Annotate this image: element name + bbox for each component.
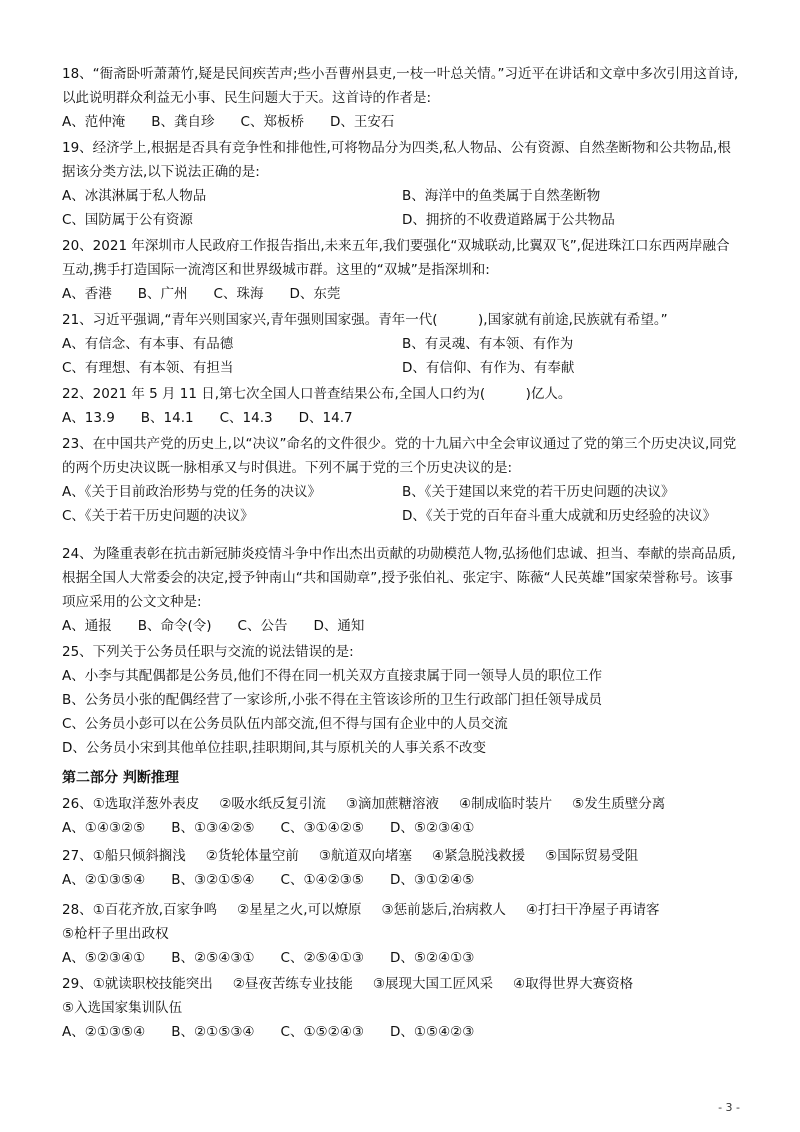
option-c: C、公务员小彭可以在公务员队伍内部交流,但不得与国有企业中的人员交流 xyxy=(62,716,508,732)
option-a: A、《关于目前政治形势与党的任务的决议》 xyxy=(62,484,321,500)
option-d: D、14.7 xyxy=(298,410,353,426)
step-1: ①百花齐放,百家争鸣 xyxy=(92,902,218,918)
step-3: ③滴加蔗糖溶液 xyxy=(345,796,440,812)
step-4: ④紧急脱浅救援 xyxy=(432,848,526,864)
options-grid xyxy=(62,480,742,528)
options-row xyxy=(62,110,742,134)
options-row xyxy=(62,406,742,430)
option-c: C、国防属于公有资源 xyxy=(62,212,193,228)
question-number: 27、 xyxy=(62,848,93,864)
question-18 xyxy=(62,62,742,134)
option-d: D、⑤②③④① xyxy=(389,820,475,836)
option-c: C、郑板桥 xyxy=(240,114,304,130)
option-b: B、③②①⑤④ xyxy=(171,872,255,888)
page-number: - 3 - xyxy=(718,1101,740,1114)
option-b: B、有灵魂、有本领、有作为 xyxy=(402,336,574,352)
step-5: ⑤国际贸易受阻 xyxy=(545,848,639,864)
step-5: ⑤枪杆子里出政权 xyxy=(62,926,169,942)
step-2: ②昼夜苦练专业技能 xyxy=(232,976,353,992)
step-2: ②星星之火,可以燎原 xyxy=(237,902,362,918)
option-d: D、③①②④⑤ xyxy=(389,872,475,888)
option-b: B、《关于建国以来党的若干历史问题的决议》 xyxy=(402,484,675,500)
option-d: D、东莞 xyxy=(289,286,341,302)
step-4: ④打扫干净屋子再请客 xyxy=(525,902,660,918)
option-b: B、龚自珍 xyxy=(151,114,215,130)
question-27 xyxy=(62,844,742,892)
options-list xyxy=(62,664,742,760)
option-c: C、公告 xyxy=(237,618,288,634)
question-26 xyxy=(62,792,742,840)
option-b: B、命令(令) xyxy=(137,618,212,634)
section-title: 第二部分 判断推理 xyxy=(62,770,179,786)
options-row xyxy=(62,282,742,306)
step-1: ①选取洋葱外表皮 xyxy=(92,796,200,812)
step-3: ③航道双向堵塞 xyxy=(318,848,413,864)
steps-row xyxy=(62,898,742,946)
question-stem: 19、经济学上,根据是否具有竞争性和排他性,可将物品分为四类,私人物品、公有资源、自然垄断物和公共物品,根据该分类方法,以下说法正确的是: xyxy=(62,140,731,180)
step-3: ③惩前毖后,治病救人 xyxy=(381,902,506,918)
step-3: ③展现大国工匠风采 xyxy=(372,976,494,992)
question-stem: 20、2021 年深圳市人民政府工作报告指出,未来五年,我们要强化“双城联动,比翼双飞”,促进珠江口东西两岸融合互动,携手打造国际一流湾区和世界级城市群。这里的“双城”是指深圳和: xyxy=(62,238,730,278)
option-a: A、冰淇淋属于私人物品 xyxy=(62,188,207,204)
question-number: 26、 xyxy=(62,796,93,812)
option-c: C、14.3 xyxy=(219,410,273,426)
question-stem: 21、习近平强调,“青年兴则国家兴,青年强则国家强。青年一代( ),国家就有前途,民族就有希望。” xyxy=(62,312,668,328)
steps-row xyxy=(62,792,742,816)
option-a: A、范仲淹 xyxy=(62,114,126,130)
question-20 xyxy=(62,234,742,306)
question-22 xyxy=(62,382,742,430)
option-b: B、14.1 xyxy=(140,410,194,426)
option-a: A、有信念、有本事、有品德 xyxy=(62,336,234,352)
option-b: B、①③④②⑤ xyxy=(171,820,255,836)
option-b: B、②①⑤③④ xyxy=(171,1024,255,1040)
option-c: C、③①④②⑤ xyxy=(280,820,364,836)
step-1: ①就读职校技能突出 xyxy=(92,976,213,992)
question-25 xyxy=(62,640,742,760)
step-5: ⑤发生质壁分离 xyxy=(572,796,666,812)
option-d: D、①⑤④②③ xyxy=(389,1024,475,1040)
question-29 xyxy=(62,972,742,1044)
question-stem: 24、为隆重表彰在抗击新冠肺炎疫情斗争中作出杰出贡献的功勋模范人物,弘扬他们忠诚、担当、奉献的崇高品质,根据全国人大常委会的决定,授予钟南山“共和国勋章”,授予张伯礼、张定宇、陈薇“人民英雄”国家荣誉称号。该事项应采用的公文文种是: xyxy=(62,546,736,610)
option-b: B、公务员小张的配偶经营了一家诊所,小张不得在主管该诊所的卫生行政部门担任领导成员 xyxy=(62,692,603,708)
option-c: C、②⑤④①③ xyxy=(280,950,364,966)
option-b: B、海洋中的鱼类属于自然垄断物 xyxy=(402,188,601,204)
question-stem: 23、在中国共产党的历史上,以“决议”命名的文件很少。党的十九届六中全会审议通过了党的第三个历史决议,同党的两个历史决议既一脉相承又与时俱进。下列不属于党的三个历史决议的是: xyxy=(62,436,737,476)
step-5: ⑤入选国家集训队伍 xyxy=(62,1000,183,1016)
step-2: ②货轮体量空前 xyxy=(205,848,299,864)
option-a: A、②①③⑤④ xyxy=(62,1024,146,1040)
option-b: B、②⑤④③① xyxy=(171,950,255,966)
steps-row xyxy=(62,844,742,868)
options-row xyxy=(62,816,742,840)
step-4: ④取得世界大赛资格 xyxy=(513,976,634,992)
question-24 xyxy=(62,542,742,638)
options-row xyxy=(62,946,742,970)
step-2: ②吸水纸反复引流 xyxy=(219,796,326,812)
question-number: 29、 xyxy=(62,976,93,992)
question-28 xyxy=(62,898,742,970)
option-a: A、⑤②③④① xyxy=(62,950,146,966)
option-d: D、⑤②④①③ xyxy=(389,950,475,966)
question-19 xyxy=(62,136,742,232)
question-21 xyxy=(62,308,742,380)
option-a: A、香港 xyxy=(62,286,112,302)
option-d: D、公务员小宋到其他单位挂职,挂职期间,其与原机关的人事关系不改变 xyxy=(62,740,486,756)
option-d: D、王安石 xyxy=(329,114,395,130)
option-c: C、珠海 xyxy=(213,286,264,302)
option-a: A、13.9 xyxy=(62,410,115,426)
step-1: ①船只倾斜搁浅 xyxy=(92,848,186,864)
question-stem: 25、下列关于公务员任职与交流的说法错误的是: xyxy=(62,644,354,660)
option-c: C、①④②③⑤ xyxy=(280,872,364,888)
steps-row xyxy=(62,972,742,1020)
options-grid xyxy=(62,184,742,232)
option-c: C、①⑤②④③ xyxy=(280,1024,364,1040)
options-row xyxy=(62,868,742,892)
option-c: C、《关于若干历史问题的决议》 xyxy=(62,508,254,524)
option-a: A、②①③⑤④ xyxy=(62,872,146,888)
option-d: D、有信仰、有作为、有奉献 xyxy=(402,360,575,376)
option-a: A、①④③②⑤ xyxy=(62,820,146,836)
option-d: D、通知 xyxy=(313,618,365,634)
options-grid xyxy=(62,332,742,380)
question-stem: 22、2021 年 5 月 11 日,第七次全国人口普查结果公布,全国人口约为( )亿人。 xyxy=(62,386,572,402)
options-row xyxy=(62,1020,742,1044)
question-stem: 18、“衙斋卧听萧萧竹,疑是民间疾苦声;些小吾曹州县吏,一枝一叶总关情。”习近平在讲话和文章中多次引用这首诗,以此说明群众利益无小事、民生问题大于天。这首诗的作者是: xyxy=(62,66,739,106)
question-number: 28、 xyxy=(62,902,93,918)
option-a: A、通报 xyxy=(62,618,112,634)
option-d: D、拥挤的不收费道路属于公共物品 xyxy=(402,212,615,228)
question-23 xyxy=(62,432,742,528)
step-4: ④制成临时装片 xyxy=(459,796,553,812)
option-d: D、《关于党的百年奋斗重大成就和历史经验的决议》 xyxy=(402,508,717,524)
option-c: C、有理想、有本领、有担当 xyxy=(62,360,234,376)
option-b: B、广州 xyxy=(137,286,188,302)
option-a: A、小李与其配偶都是公务员,他们不得在同一机关双方直接隶属于同一领导人员的职位工作 xyxy=(62,668,603,684)
options-row xyxy=(62,614,742,638)
